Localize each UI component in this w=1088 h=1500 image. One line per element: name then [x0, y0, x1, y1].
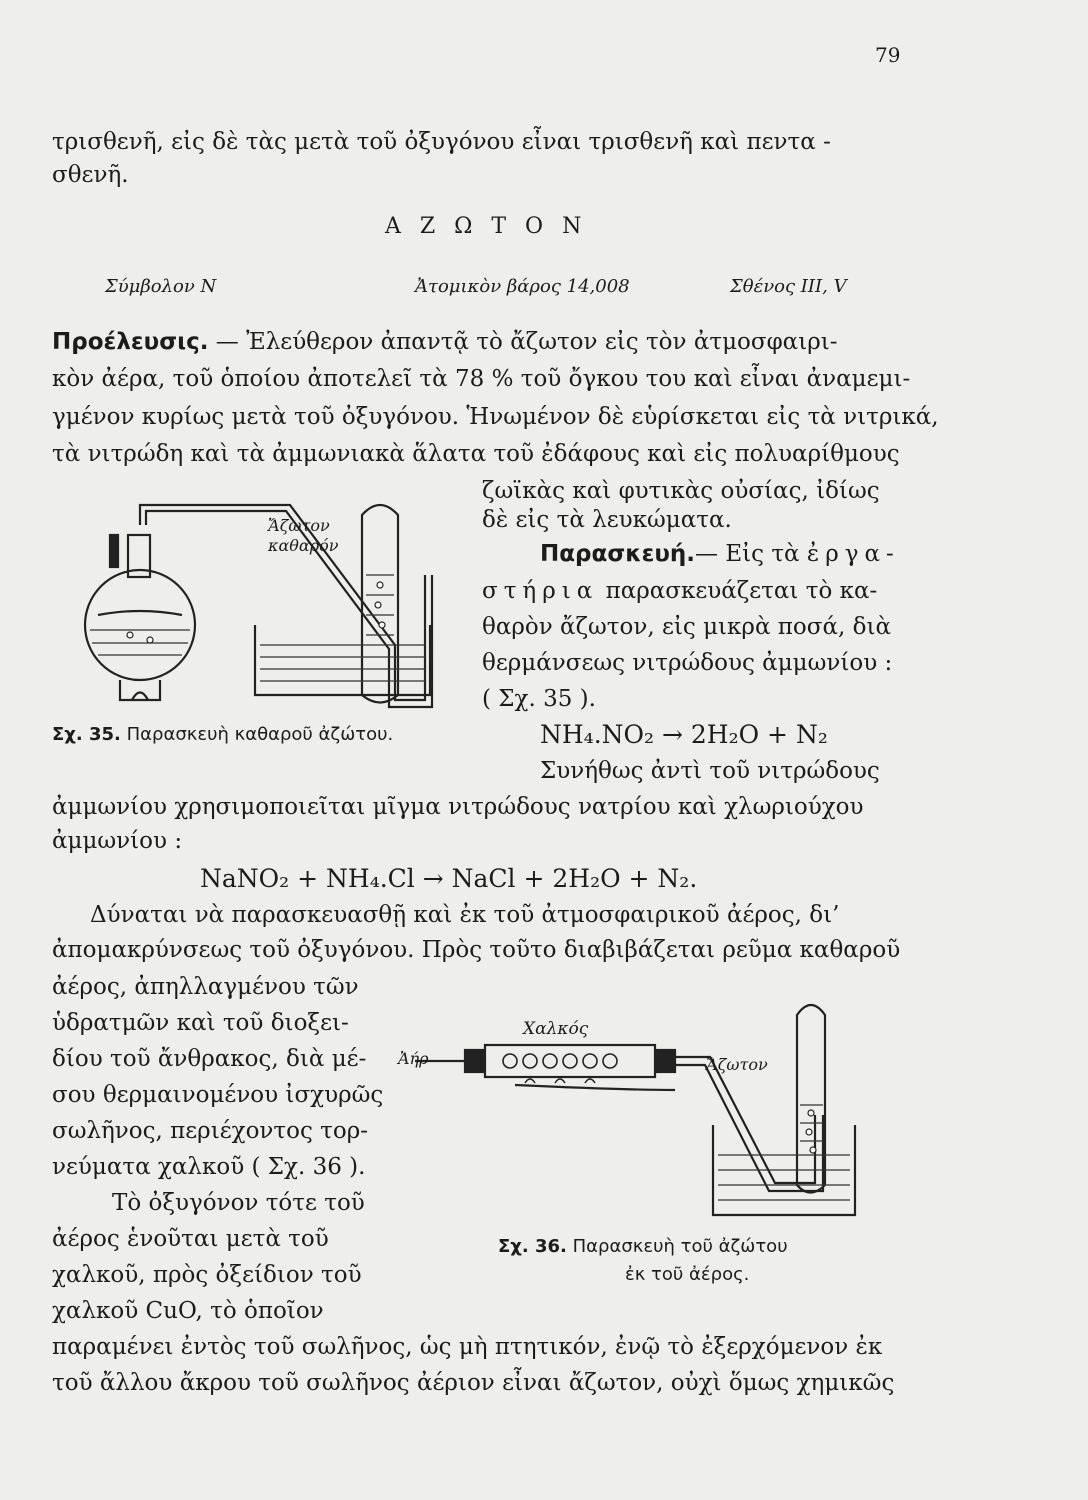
column-line: σωλῆνος, περιέχοντος τορ- [52, 1118, 369, 1144]
text-line: τρισθενῆ, εἰς δὲ τὰς μετὰ τοῦ ὀξυγόνου εἶναι τρισθενῆ καὶ πεντα - [52, 129, 831, 155]
origin-heading: Προέλευσις. [52, 329, 209, 355]
origin-text: — Ἐλεύθερον ἀπαντᾷ τὸ ἄζωτον εἰς τὸν ἀτμοσφαιρι- [215, 329, 838, 355]
figure-35-caption-text: Παρασκευὴ καθαροῦ ἀζώτου. [126, 724, 394, 745]
prep-line: τοῦ ἄλλου ἄκρου τοῦ σωλῆνος ἀέριον εἶναι ἄζωτον, οὐχὶ ὅμως χημικῶς [52, 1370, 895, 1396]
atomic-weight: Ἀτομικὸν βάρος 14,008 [415, 276, 630, 297]
origin-line: ζωϊκὰς καὶ φυτικὰς οὐσίας, ἰδίως [482, 478, 880, 504]
figure-36-apparatus [395, 995, 875, 1225]
column-line: ἀέρος, ἀπηλλαγμένου τῶν [52, 974, 359, 1000]
figure-36-label-air: Ἀήρ [398, 1049, 429, 1068]
valence: Σθένος III, V [730, 276, 847, 297]
column-line: σου θερμαινομένου ἰσχυρῶς [52, 1082, 384, 1108]
column-line: ὑδρατμῶν καὶ τοῦ διοξει- [52, 1010, 349, 1036]
prep-line [540, 537, 900, 571]
prep-line: θερμάνσεως νιτρώδους ἀμμωνίου : [482, 650, 893, 676]
column-line: δίου τοῦ ἄνθρακος, διὰ μέ- [52, 1046, 367, 1072]
figure-36-caption-line2: ἐκ τοῦ ἀέρος. [625, 1264, 750, 1285]
text-line: σθενῆ. [52, 162, 129, 188]
column-line: χαλκοῦ CuO, τὸ ὁποῖον [52, 1298, 324, 1324]
prep-line: θαρὸν ἄζωτον, εἰς μικρὰ ποσά, διὰ [482, 614, 892, 640]
figure-35-caption-number: Σχ. 35. [52, 724, 121, 745]
column-line: νεύματα χαλκοῦ ( Σχ. 36 ). [52, 1154, 366, 1180]
origin-line: δὲ εἰς τὰ λευκώματα. [482, 507, 732, 533]
element-symbol: Σύμβολον N [105, 276, 217, 297]
figure-36-caption-number: Σχ. 36. [498, 1236, 567, 1257]
prep-line: ἀμμωνίου χρησιμοποιεῖται μῖγμα νιτρώδους νατρίου καὶ χλωριούχου [52, 794, 864, 820]
figure-36-caption-text: Παρασκευὴ τοῦ ἀζώτου [572, 1236, 788, 1257]
figure-35-caption [52, 718, 393, 752]
origin-line: τὰ νιτρώδη καὶ τὰ ἀμμωνιακὰ ἅλατα τοῦ ἐδάφους καὶ εἰς πολυαρίθμους [52, 441, 900, 467]
figure-35-label: Ἄζωτον καθαρόν [268, 516, 339, 555]
prep-line: Δύναται νὰ παρασκευασθῇ καὶ ἐκ τοῦ ἀτμοσφαιρικοῦ ἀέρος, δι’ [90, 902, 840, 928]
equation-2: NaNO₂ + NH₄.Cl → NaCl + 2H₂O + N₂. [200, 864, 698, 893]
prep-text: παρασκευάζεται τὸ κα- [605, 578, 878, 604]
prep-text-spaced: ἐργα- [806, 541, 900, 567]
prep-line: παραμένει ἐντὸς τοῦ σωλῆνος, ὡς μὴ πτητικόν, ἐνῷ τὸ ἐξερχόμενον ἐκ [52, 1334, 883, 1360]
origin-line [52, 325, 838, 359]
section-title: Α Ζ Ω Τ Ο Ν [385, 214, 588, 239]
prep-line: ἀμμωνίου : [52, 828, 183, 854]
column-line: Τὸ ὀξυγόνον τότε τοῦ [112, 1190, 365, 1216]
prep-line [482, 574, 877, 608]
prep-line: ( Σχ. 35 ). [482, 686, 596, 712]
prep-text-spaced: στήρια [482, 578, 599, 604]
column-line: ἀέρος ἑνοῦται μετὰ τοῦ [52, 1226, 329, 1252]
page-number: 79 [875, 43, 901, 67]
equation-1: NH₄.NO₂ → 2H₂O + N₂ [540, 720, 828, 749]
prep-line: Συνήθως ἀντὶ τοῦ νιτρώδους [540, 758, 880, 784]
origin-line: κὸν ἀέρα, τοῦ ὁποίου ἀποτελεῖ τὰ 78 % τοῦ ὄγκου του καὶ εἶναι ἀναμεμι- [52, 366, 911, 392]
prep-heading: Παρασκευή. [540, 541, 696, 567]
figure-35-apparatus [40, 495, 460, 715]
column-line: χαλκοῦ, πρὸς ὀξείδιον τοῦ [52, 1262, 362, 1288]
figure-36-label-copper: Χαλκός [523, 1019, 589, 1039]
prep-line: ἀπομακρύνσεως τοῦ ὀξυγόνου. Πρὸς τοῦτο διαβιβάζεται ρεῦμα καθαροῦ [52, 937, 901, 963]
origin-line: γμένον κυρίως μετὰ τοῦ ὀξυγόνου. Ἡνωμένον δὲ εὑρίσκεται εἰς τὰ νιτρικά, [52, 404, 939, 430]
prep-text: — Εἰς τὰ [695, 541, 800, 567]
figure-36-label-nitrogen: Ἄζωτον [706, 1055, 768, 1074]
